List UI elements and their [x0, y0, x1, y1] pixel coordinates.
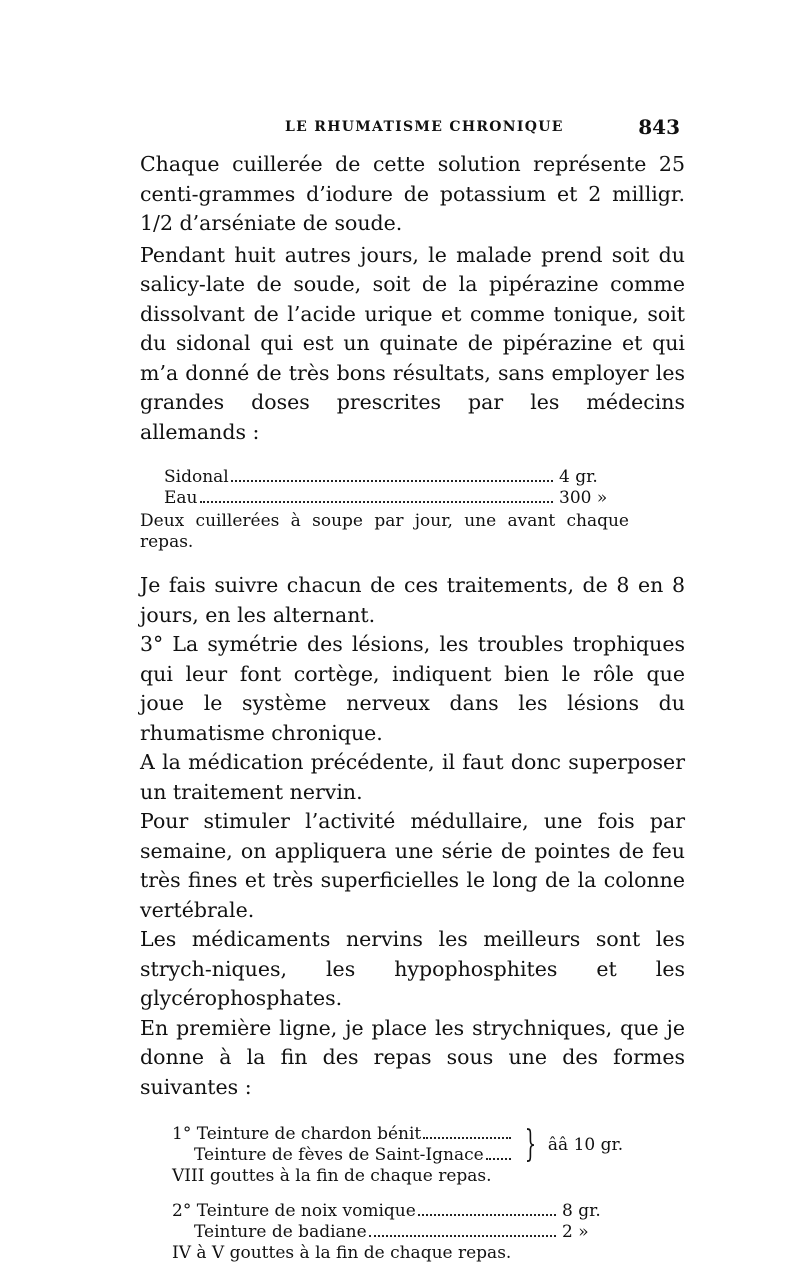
dosage-note: Deux cuillerées à soupe par jour, une avant chaque repas. [140, 511, 629, 552]
paragraph-6: Pour stimuler l’activité médullaire, une fois par semaine, on appliquera une série de pointes de feu très fines et très superficielles le long de la colonne vertébrale. [140, 809, 685, 922]
prescription-noix-vomique [140, 1201, 632, 1264]
leader-dots [200, 501, 554, 503]
formula-row [164, 488, 629, 509]
ingredient-label: Sidonal [164, 467, 229, 487]
prescription-sidonal [140, 467, 629, 553]
curly-brace-icon: } [524, 1124, 537, 1165]
ingredient-quantity: 4 gr. [559, 467, 598, 487]
paragraph-5: A la médication précédente, il faut donc superposer un traitement nervin. [140, 750, 685, 804]
ingredient-label: Teinture de fèves de Saint-Ignace [194, 1145, 484, 1165]
formula-brace-group [172, 1124, 632, 1166]
prescription-chardon [140, 1124, 632, 1187]
paragraph-7: Les médicaments nervins les meilleurs sont les strych-niques, les hypophosphites et les glycérophosphates. [140, 927, 685, 1010]
page-number: 843 [638, 115, 680, 139]
leader-dots [486, 1158, 511, 1160]
paragraph-8: En première ligne, je place les strychniques, que je donne à la fin des repas sous une des formes suivantes : [140, 1015, 685, 1099]
dosage-note: VIII gouttes à la fin de chaque repas. [172, 1166, 492, 1186]
leader-dots [418, 1214, 556, 1216]
formula-row [172, 1124, 517, 1145]
formula-row [172, 1201, 632, 1222]
ingredient-label: 2° Teinture de noix vomique [172, 1201, 416, 1221]
formula-row [172, 1145, 517, 1166]
ingredient-label: Eau [164, 488, 198, 508]
running-title: LE RHUMATISME CHRONIQUE [285, 119, 564, 135]
formula-row [172, 1222, 632, 1243]
paragraph-4: 3° La symétrie des lésions, les troubles trophiques qui leur font cortège, indiquent bien le rôle que joue le système nerveux dans les lésions du rhumatisme chronique. [140, 632, 685, 745]
formula-row [164, 467, 629, 488]
ingredient-quantity: 2 » [562, 1222, 589, 1242]
paragraph-1: Chaque cuillerée de cette solution représente 25 centi-grammes d’iodure de potassium et 2 milligr. 1/2 d’arséniate de soude. [140, 152, 685, 235]
ingredient-quantity: 8 gr. [562, 1201, 601, 1221]
paragraph-3: Je fais suivre chacun de ces traitements, de 8 en 8 jours, en les alternant. [140, 573, 685, 627]
page-body [140, 150, 685, 1264]
leader-dots [231, 480, 553, 482]
leader-dots [369, 1235, 556, 1237]
leader-dots [423, 1137, 511, 1139]
ingredient-label: 1° Teinture de chardon bénit [172, 1124, 422, 1144]
ingredient-quantity: 300 » [559, 488, 608, 508]
ingredient-label: Teinture de badiane [194, 1222, 367, 1242]
dosage-note: IV à V gouttes à la fin de chaque repas. [172, 1243, 512, 1263]
paragraph-2: Pendant huit autres jours, le malade prend soit du salicy-late de soude, soit de la pipérazine comme dissolvant de l’acide urique et comme tonique, soit du sidonal qui est un quinate de pipérazine et qui m’a donné de très bons résultats, sans employer les grandes doses prescrites par les médecins allemands : [140, 242, 685, 444]
ingredient-quantity: ââ 10 gr. [547, 1134, 624, 1155]
